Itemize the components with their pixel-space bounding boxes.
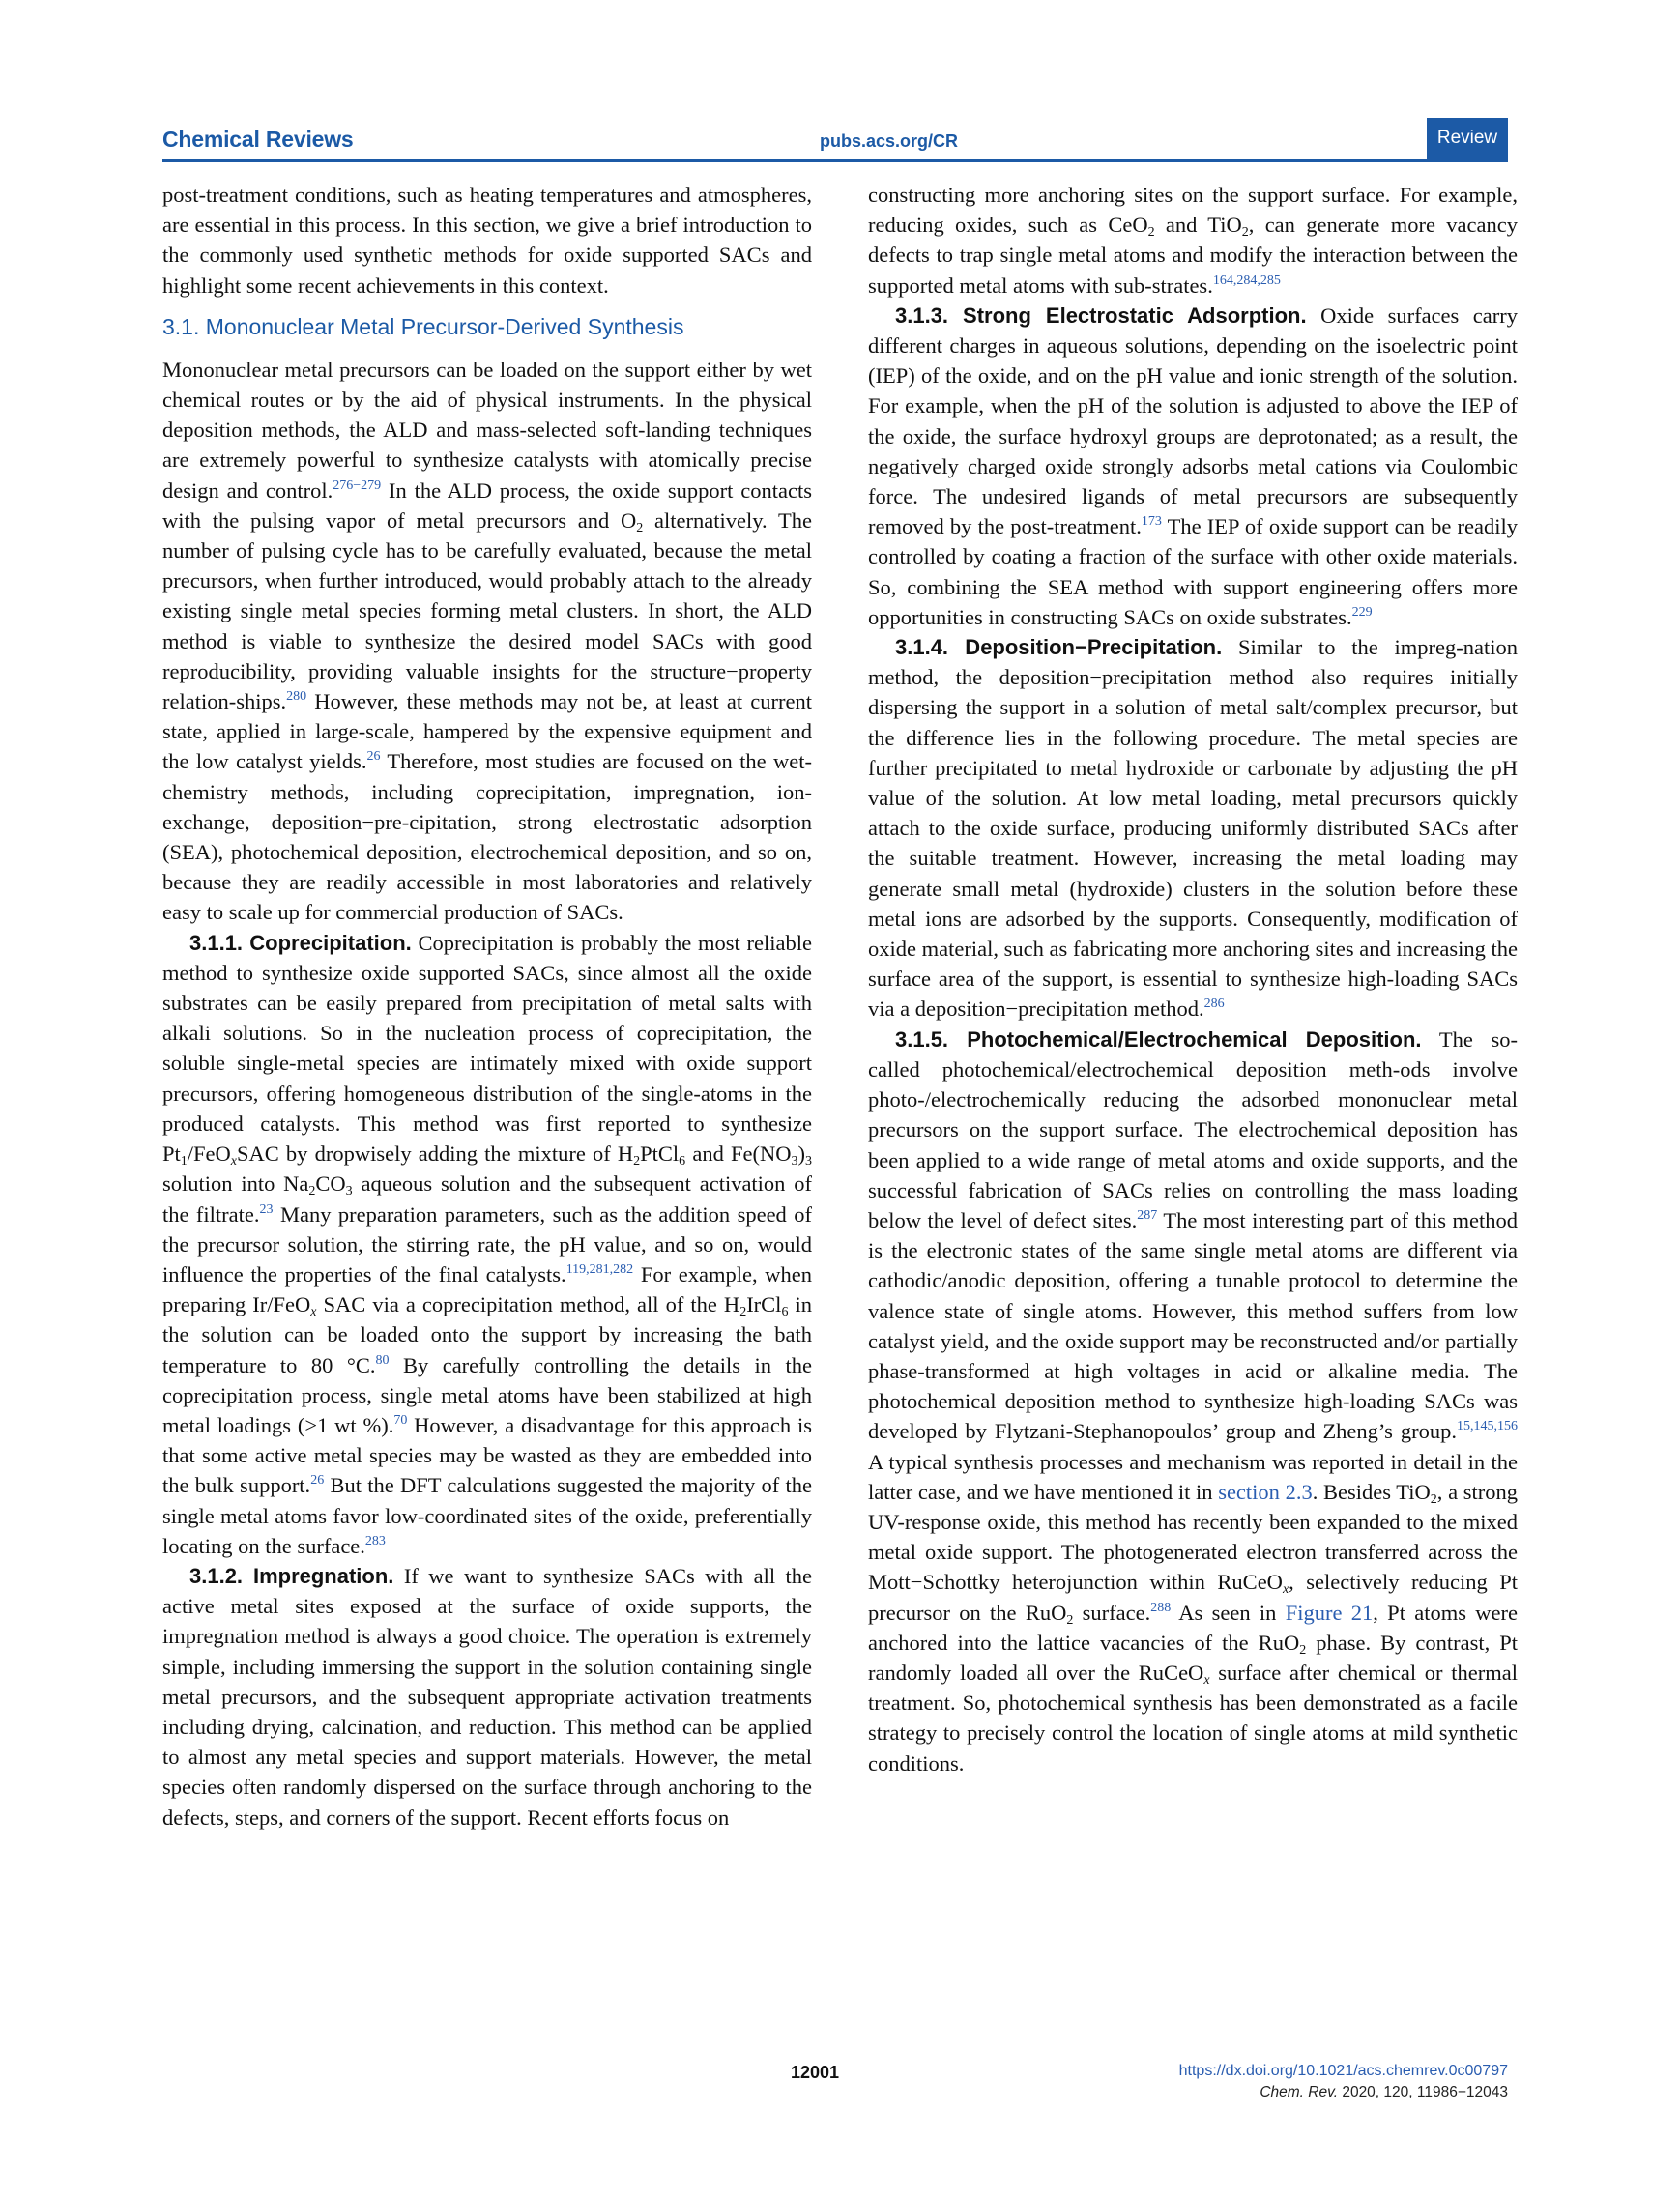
citation-ref[interactable]: 70: [393, 1412, 408, 1428]
subsection-title-3-1-5: 3.1.5. Photochemical/Electrochemical Deposition.: [895, 1027, 1422, 1052]
citation-ref[interactable]: 229: [1351, 604, 1373, 620]
citation-ref[interactable]: 164,284,285: [1212, 273, 1281, 288]
citation-ref[interactable]: 23: [259, 1201, 274, 1217]
right-column: [868, 180, 1518, 1779]
citation-ref[interactable]: 26: [310, 1473, 325, 1489]
article-type-badge: Review: [1427, 118, 1508, 159]
paragraph-sea: 3.1.3. Strong Electrostatic Adsorption. Oxide surfaces carry different charges in aqueous solutions, depending on the isoelectric point (IEP) of the oxide, and on the pH value and ionic strength of the solution. For example, when the pH of the solution is adjusted to above the IEP of the oxide, the surface hydroxyl groups are deprotonated; as a result, the negatively charged oxide strongly adsorbs metal cations via Coulombic force. The undesired ligands of metal precursors are subsequently removed by the post-treatment.$^{173}$ The IEP of oxide support can be readily controlled by coating a fraction of the surface with other oxide materials. So, combining the SEA method with support engineering offers more opportunities in constructing SACs on oxide substrates.$^{229}$: [868, 303, 1519, 629]
page-number: 12001: [791, 2063, 840, 2082]
citation-ref[interactable]: 173: [1141, 514, 1162, 530]
figure-link[interactable]: Figure 21: [1285, 1600, 1374, 1625]
subsection-title-3-1-3: 3.1.3. Strong Electrostatic Adsorption.: [895, 303, 1307, 328]
citation-ref[interactable]: 286: [1203, 997, 1225, 1012]
left-column: [162, 180, 812, 1833]
doi-link[interactable]: https://dx.doi.org/10.1021/acs.chemrev.0c00797: [1178, 2063, 1508, 2079]
paragraph-deposition-precipitation: 3.1.4. Deposition−Precipitation. Similar to the impreg-nation method, the deposition−precipitation method also requires initially dispersing the support in a solution of metal salt/complex precursor, but the difference lies in the following procedure. The metal species are further precipitated to metal hydroxide or carbonate by adjusting the pH value of the solution. At low metal loading, metal precursors quickly attach to the oxide surface, producing uniformly distributed SACs after the suitable treatment. However, increasing the metal loading may generate small metal (hydroxide) clusters in the solution before these metal ions are adsorbed by the supports. Consequently, modification of oxide material, such as fabricating more anchoring sites and increasing the surface area of the support, is essential to synthesize high-loading SACs via a deposition−precipitation method.$^{286}$: [868, 635, 1518, 1022]
section-title-3-1: 3.1. Mononuclear Metal Precursor-Derived Synthesis: [162, 313, 684, 339]
citation-ref[interactable]: 26: [366, 749, 381, 765]
citation-ref[interactable]: 276−279: [333, 477, 382, 493]
paragraph-impregnation: 3.1.2. Impregnation. If we want to synthesize SACs with all the active metal sites exposed at the surface of oxide supports, the impregnation method is always a good choice. The operation is extremely simple, including immersing the support in the solution containing single metal precursors, and the subsequent appropriate activation treatments including drying, calcination, and reduction. This method can be applied to almost any metal species and support materials. However, the metal species often randomly dispersed on the surface through anchoring to the defects, steps, and corners of the support. Recent efforts focus on: [162, 1563, 813, 1830]
section-link[interactable]: section 2.3: [1218, 1479, 1313, 1504]
paragraph-impregnation-continued: constructing more anchoring sites on the support surface. For example, reducing oxides, such as CeO$_2$ and TiO$_2$, can generate more vacancy defects to trap single metal atoms and modify the interaction between the supported metal atoms with sub-strates.$^{164,284,285}$: [868, 183, 1518, 298]
intro-paragraph: post-treatment conditions, such as heating temperatures and atmospheres, are essential in this process. In this section, we give a brief introduction to the commonly used synthetic methods for oxide supported SACs and highlight some recent achievements in this context.: [162, 183, 812, 298]
subsection-title-3-1-4: 3.1.4. Deposition−Precipitation.: [895, 635, 1223, 660]
journal-name: Chemical Reviews: [162, 127, 354, 152]
subsection-title-3-1-1: 3.1.1. Coprecipitation.: [189, 930, 412, 955]
running-header: [162, 124, 1508, 162]
citation-ref[interactable]: 119,281,282: [565, 1261, 634, 1277]
citation-info: Chem. Rev. 2020, 120, 11986−12043: [1260, 2084, 1508, 2100]
paragraph-photo-electrochemical: 3.1.5. Photochemical/Electrochemical Deposition. The so-called photochemical/electrochemical deposition meth-ods involve photo-/electrochemically reducing the adsorbed mononuclear metal precursors on the support surface. The electrochemical deposition has been applied to a wide range of metal atoms and oxide supports, and the successful fabrication of SACs relies on controlling the mass loading below the level of defect sites.$^{287}$ The most interesting part of this method is the electronic states of the same single metal atoms are different via cathodic/anodic deposition, offering a tunable protocol to determine the valence state of single atoms. However, this method suffers from low catalyst yield, and the oxide support may be reconstructed and/or partially phase-transformed at high voltages in acid or alkaline media. The photochemical deposition method to synthesize high-loading SACs was developed by Flytzani-Stephanopoulos’ group and Zheng’s group.$^{15,145,156}$ A typical synthesis processes and mechanism was reported in detail in the latter case, and we have mentioned it in section 2.3. Besides TiO$_2$, a strong UV-response oxide, this method has recently been expanded to the mixed metal oxide support. The photogenerated electron transferred across the Mott−Schottky heterojunction within RuCeO$_x$, selectively reducing Pt precursor on the RuO$_2$ surface.$^{288}$ As seen in Figure 21, Pt atoms were anchored into the lattice vacancies of the RuO$_2$ phase. By contrast, Pt randomly loaded all over the RuCeO$_x$ surface after chemical or thermal treatment. So, photochemical synthesis has been demonstrated as a facile strategy to precisely control the location of single atoms at mild synthetic conditions.: [868, 1027, 1519, 1776]
citation-ref[interactable]: 15,145,156: [1457, 1419, 1518, 1434]
citation-ref[interactable]: 287: [1137, 1207, 1158, 1223]
paragraph-mononuclear: Mononuclear metal precursors can be loaded on the support either by wet chemical routes or by the aid of physical instruments. In the physical deposition methods, the ALD and mass-selected soft-landing techniques are extremely powerful to synthesize catalysts with atomically precise design and control.$^{276-279}$ In the ALD process, the oxide support contacts with the pulsing vapor of metal precursors and $O_2$ alternatively. The number of pulsing cycle has to be carefully evaluated, because the metal precursors, when further introduced, would probably attach to the already existing single metal species forming metal clusters. In short, the ALD method is viable to synthesize the desired model SACs with good reproducibility, providing valuable insights for the structure−property relation-ships.$^{280}$ However, these methods may not be, at least at current state, applied in large-scale, hampered by the expensive equipment and the low catalyst yields.$^{26}$ Therefore, most studies are focused on the wet-chemistry methods, including coprecipitation, impregnation, ion-exchange, deposition−pre-cipitation, strong electrostatic adsorption (SEA), photochemical deposition, electrochemical deposition, and so on, because they are readily accessible in most laboratories and relatively easy to scale up for commercial production of SACs.: [162, 357, 812, 925]
citation-ref[interactable]: 288: [1150, 1600, 1172, 1615]
citation-ref[interactable]: 80: [375, 1352, 390, 1368]
subsection-title-3-1-2: 3.1.2. Impregnation.: [189, 1563, 394, 1588]
journal-site-link[interactable]: pubs.acs.org/CR: [820, 131, 959, 151]
citation-ref[interactable]: 283: [364, 1533, 386, 1548]
paragraph-coprecipitation: 3.1.1. Coprecipitation. Coprecipitation is probably the most reliable method to synthesize oxide supported SACs, since almost all the oxide substrates can be easily prepared from precipitation of metal salts with alkali solutions. So in the nucleation process of coprecipitation, the soluble single-metal species are intimately mixed with oxide support precursors, offering homogeneous distribution of the single-atoms in the produced catalysts. This method was first reported to synthesize $Pt_1/FeO_xSAC$ by dropwisely adding the mixture of $H_2PtCl_6$ and $Fe(NO_3)_3$ solution into $Na_2CO_3$ aqueous solution and the subsequent activation of the filtrate.$^{23}$ Many preparation parameters, such as the addition speed of the precursor solution, the stirring rate, the pH value, and so on, would influence the properties of the final catalysts.$^{119,281,282}$ For example, when preparing Ir/FeO$_x$ SAC via a coprecipitation method, all of the $H_2IrCl_6$ in the solution can be loaded onto the support by increasing the bath temperature to 80 °C.$^{80}$ By carefully controlling the details in the coprecipitation process, single metal atoms have been stabilized at high metal loadings (>1 wt %).$^{70}$ However, a disadvantage for this approach is that some active metal species may be wasted as they are embedded into the bulk support.$^{26}$ But the DFT calculations suggested the majority of the single metal atoms favor low-coordinated sites of the oxide, preferentially locating on the surface.$^{283}$: [162, 930, 812, 1558]
citation-ref[interactable]: 280: [286, 689, 307, 705]
